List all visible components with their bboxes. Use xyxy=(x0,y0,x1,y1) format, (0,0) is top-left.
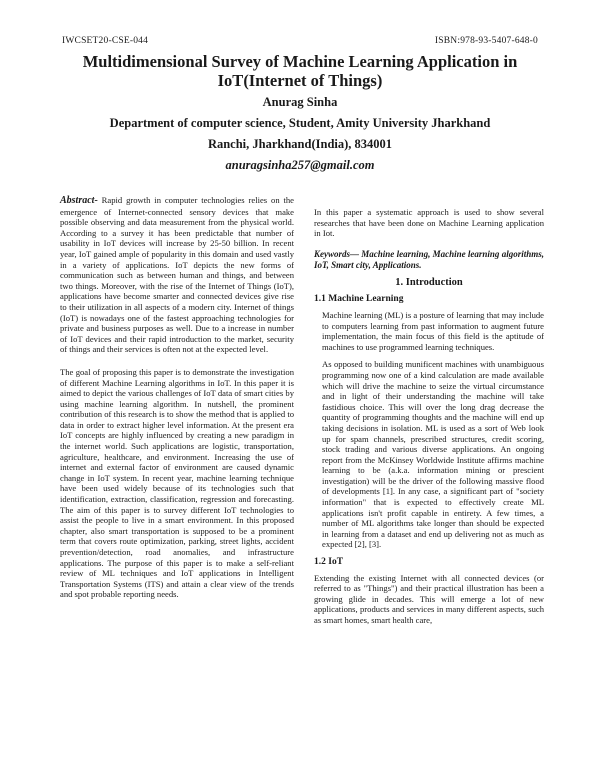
affiliation-line-1: Department of computer science, Student, Amity University Jharkhand xyxy=(109,116,491,130)
iot-paragraph: Extending the existing Internet with all connected devices (or referred to as "Things") and their practical illustration has been a growing glide in decades. This will emerge a lot of new applications, products and services in many different aspects, such as smart homes, smart health care, xyxy=(314,572,544,625)
subsection-heading-iot: 1.2 IoT xyxy=(314,557,344,568)
isbn: ISBN:978-93-5407-648-0 xyxy=(434,36,538,46)
ml-paragraph-1: Machine learning (ML) is a posture of learning that may include to computers learning from past information to augment future implementation, the main focus of this field is the aptitude of machines to use programmed learning techniques. xyxy=(322,309,544,352)
ml-paragraph-2: As opposed to building munificent machines with unambiguous programming now one of a kind calculation are made available which will drive the machine to seize the virtual circumstance and in light of their understanding the machine will take fastidious choice. This will over the long drag decrease the quantity of programming thoughts and the machine will end up taking decisions in isolation. ML is used as a sort of Web look up for spam channels, prescribed structures, credit scoring, stock trading and various diverse applications. An ongoing report from the McKinsey Worldwide Institute affirms machine learning to be (a.k.a. information mining or prescient investigation) will be the driver of the following massive flood of developments [1]. In any case, a significant part of "society information" that is expected to effectively create ML applications isn't profit capable in entirety. A few times, a number of ML algorithms take longer than should be expected in learning from a dataset and end up delivering not as much as expected [2], [3]. xyxy=(322,359,544,550)
author-name: Anurag Sinha xyxy=(262,95,338,109)
paper-title: Multidimensional Survey of Machine Learning Application in IoT(Internet of Things) xyxy=(82,52,518,90)
abstract-label: Abstract- xyxy=(60,195,98,206)
right-column xyxy=(314,207,544,633)
section-heading-introduction: 1. Introduction xyxy=(395,276,463,288)
abstract xyxy=(60,195,294,355)
intro-paragraph: In this paper a systematic approach is used to show several researches that have been done on Machine Learning application in Iot. xyxy=(314,207,544,239)
author-email: anuragsinha257@gmail.com xyxy=(225,158,375,172)
subsection-heading-machine-learning: 1.1 Machine Learning xyxy=(314,294,404,305)
abstract-text: Rapid growth in computer technologies relies on the emergence of Internet-connected sensory devices that make possible observing and data measurement from the physical world. According to a survey it has been predictable that number of usability in IoT devices will increase by 25-50 billion. In recent year, IoT gained ample of popularity in this domain and used vastly in a variety of applications. IoT depicts the new forms of communication such as between human and things, and between two things. Moreover, with the rise of the Internet of Things (IoT), applications have become smarter and connected devices give rise to their utilization in all aspects of a modern city. Internet of things (IoT) is nowadays one of the fastest approaching technologies for private and business purposes as well. Due to a increase in number of IoT devices and their rapid introduction to the market, security of things and their services is often not at the expected level. xyxy=(60,195,294,355)
left-column xyxy=(60,195,294,607)
keywords: Keywords— Machine learning, Machine learning algorithms, IoT, Smart city, Applications. xyxy=(314,248,544,270)
affiliation-line-2: Ranchi, Jharkhand(India), 834001 xyxy=(207,137,393,151)
goal-paragraph: The goal of proposing this paper is to demonstrate the investigation of different Machine Learning algorithms in IoT. In this paper it is aimed to depict the various challenges of IoT data of smart cities by using machine learning algorithm. In nutshell, the prominent contribution of this research is to show the method that is applied to data in order to extract higher level information. At the present era IoT concepts are highly influenced by creating a new paradigm in the internet world. Such applications are logistic, transportation, agriculture, healthcare, and environment. Increasing the use of internet and external factor of environment are caused dynamic change in IoT system. In recent year, machine learning technique have been used widely because of its technologies such that identification, extraction, classification, regression and forecasting. The aim of this paper is to survey different IoT technologies to assist the people to live in a smart environment. In this proposed chapter, also smart transportation is supposed to be a prominent term that covers route optimization, parking, street lights, accident prevention/detection, road anomalies, and infrastructure applications. The purpose of this paper is to make a self-reliant review of ML techniques and IoT applications in Intelligent Transportation Systems (ITS) and attain a clear view of the trends and spot probable reporting needs. xyxy=(60,366,294,600)
conference-code: IWCSET20-CSE-044 xyxy=(62,36,149,46)
